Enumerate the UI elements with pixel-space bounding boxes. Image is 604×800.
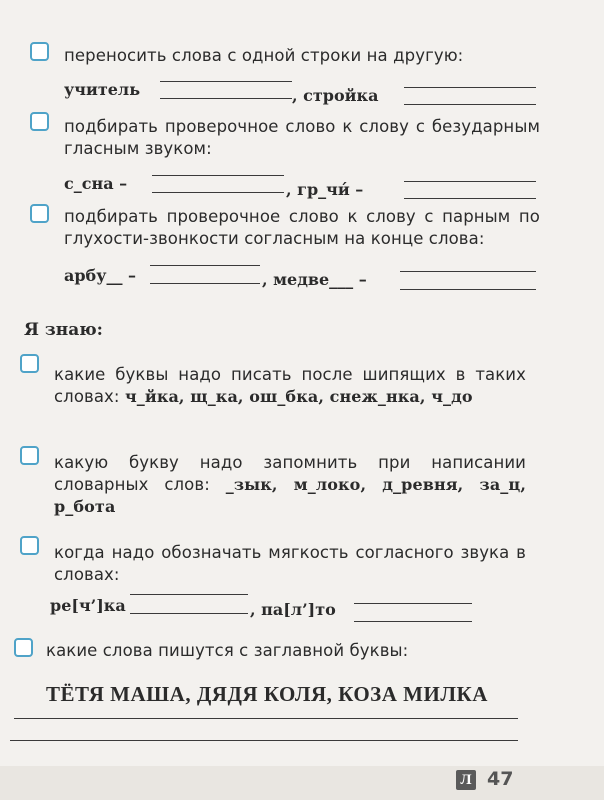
answer-line[interactable] <box>10 740 518 741</box>
answer-line[interactable] <box>150 265 260 266</box>
page-number: 47 <box>487 768 514 790</box>
word-sosna: с_сна – <box>64 174 128 193</box>
answer-line[interactable] <box>404 198 536 199</box>
answer-line[interactable] <box>160 81 292 82</box>
publisher-logo: Л <box>456 770 476 790</box>
sibilants-words: ч_йка, щ_ка, ош_бка, снеж_нка, ч_до <box>124 387 473 406</box>
checkbox-hyphenation[interactable] <box>30 42 49 61</box>
item-capital-letters-text: какие слова пишутся с заглавной буквы: <box>46 641 409 660</box>
item-softness-text: когда надо обозначать мягкость согласного звука в словах: <box>54 543 526 584</box>
answer-line[interactable] <box>404 104 536 105</box>
answer-line[interactable] <box>404 181 536 182</box>
item-voiced-consonant-text: подбирать проверочное слово к слову с парным по глухости-звонкости согласным на конце слова: <box>64 207 540 248</box>
answer-line[interactable] <box>152 175 284 176</box>
answer-line[interactable] <box>14 718 518 719</box>
item-unstressed-vowel-text: подбирать проверочное слово к слову с безударным гласным звуком: <box>64 117 540 158</box>
word-arbuz: арбу__ – <box>64 266 137 285</box>
checkbox-unstressed-vowel[interactable] <box>30 112 49 131</box>
answer-line[interactable] <box>354 621 472 622</box>
answer-line[interactable] <box>354 603 472 604</box>
item-hyphenation-text: переносить слова с одной строки на другую: <box>64 46 464 65</box>
checkbox-sibilants[interactable] <box>20 354 39 373</box>
word-stroika: , стройка <box>292 86 379 105</box>
word-grachi: , гр_чи́ – <box>286 180 364 199</box>
item-sibilants-text <box>54 364 526 408</box>
answer-line[interactable] <box>130 613 248 614</box>
word-medved: , медве___ – <box>262 270 367 289</box>
dictionary-words: _зык, м_локо, д_ревня, за_ц, р_бота <box>54 475 526 516</box>
word-rechka: ре[ч’]ка <box>50 596 126 615</box>
checkbox-voiced-consonant[interactable] <box>30 204 49 223</box>
answer-line[interactable] <box>150 283 260 284</box>
sibilants-question: какие буквы надо писать после шипящих в таких словах: <box>54 365 526 406</box>
answer-line[interactable] <box>160 98 292 99</box>
word-uchitel: учитель <box>64 80 141 99</box>
capital-letters-answer: ТЁТЯ МАША, ДЯДЯ КОЛЯ, КОЗА МИЛКА <box>46 682 488 706</box>
section-heading: Я знаю: <box>24 320 103 340</box>
item-dictionary-words-text <box>54 452 526 518</box>
answer-line[interactable] <box>130 594 248 595</box>
checkbox-dictionary-words[interactable] <box>20 446 39 465</box>
dictionary-question: какую букву надо запомнить при написании словарных слов: <box>54 453 526 494</box>
answer-line[interactable] <box>400 289 536 290</box>
answer-line[interactable] <box>400 271 536 272</box>
checkbox-capital-letters[interactable] <box>14 638 33 657</box>
answer-line[interactable] <box>152 192 284 193</box>
word-palto: , па[л’]то <box>250 600 336 619</box>
checkbox-softness[interactable] <box>20 536 39 555</box>
answer-line[interactable] <box>404 87 536 88</box>
